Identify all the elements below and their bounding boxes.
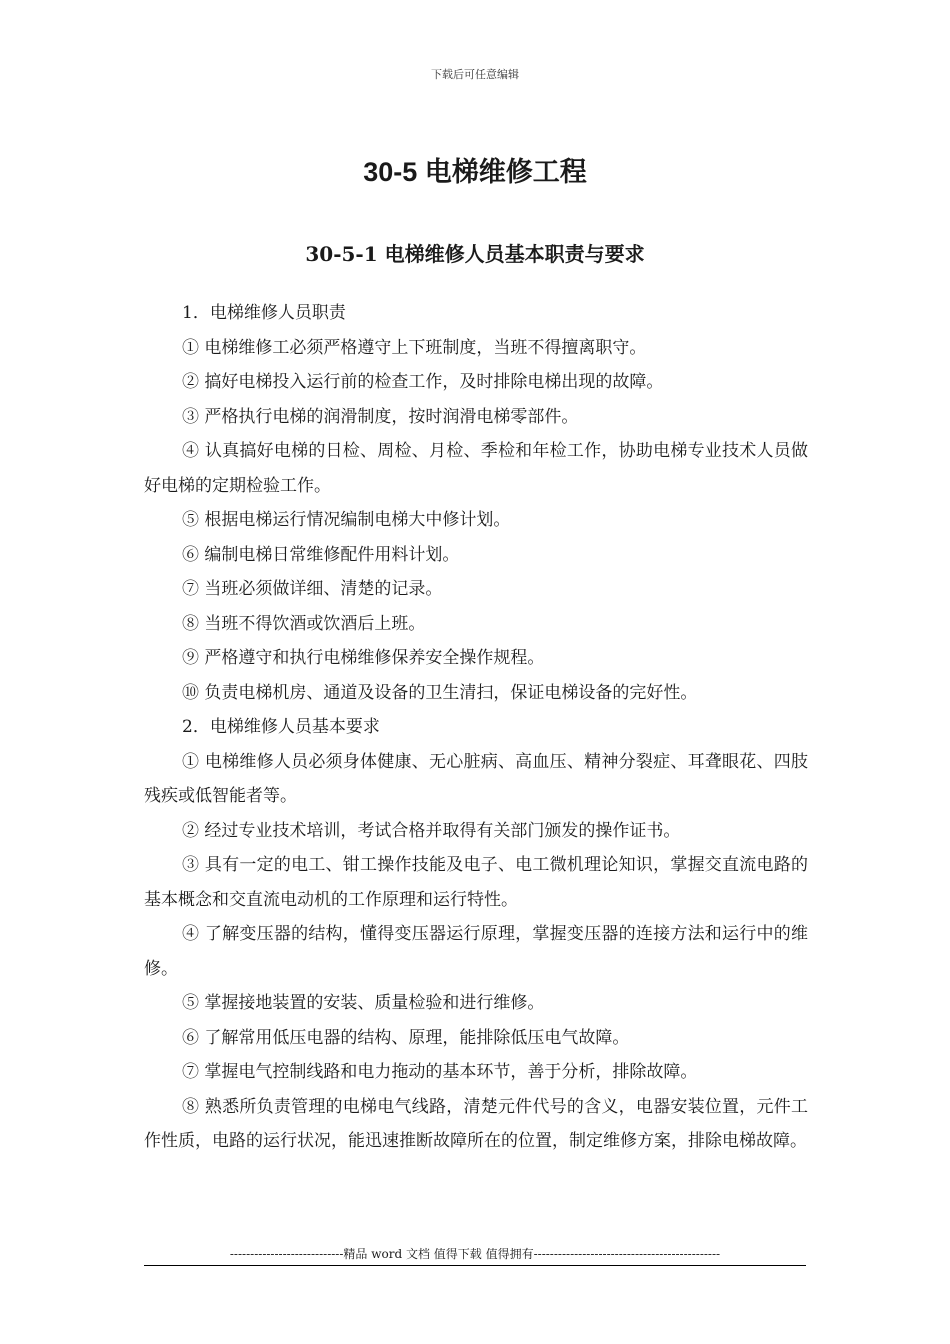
paragraph: ⑧ 当班不得饮酒或饮酒后上班。 <box>182 613 426 634</box>
section-title: 30-5-1 电梯维修人员基本职责与要求 <box>305 242 645 266</box>
header-note: 下载后可任意编辑 <box>431 68 519 81</box>
paragraph: ⑤ 根据电梯运行情况编制电梯大中修计划。 <box>182 510 511 530</box>
paragraph: ③ 具有一定的电工、钳工操作技能及电子、电工微机理论知识，掌握交直流电路的基本概念和交直流电动机的工作原理和运行特性。 <box>144 855 808 910</box>
paragraph: ② 搞好电梯投入运行前的检查工作，及时排除电梯出现的故障。 <box>182 372 664 392</box>
paragraph: ⑨ 严格遵守和执行电梯维修保养安全操作规程。 <box>182 648 545 668</box>
paragraph: ⑧ 熟悉所负责管理的电梯电气线路，清楚元件代号的含义，电器安装位置，元件工作性质，电路的运行状况，能迅速推断故障所在的位置，制定维修方案，排除电梯故障。 <box>144 1096 808 1151</box>
paragraph: ⑥ 了解常用低压电器的结构、原理，能排除低压电气故障。 <box>182 1027 630 1048</box>
paragraph: ⑦ 掌握电气控制线路和电力拖动的基本环节，善于分析，排除故障。 <box>182 1062 698 1082</box>
paragraph: ⑦ 当班必须做详细、清楚的记录。 <box>182 579 443 599</box>
paragraph: ① 电梯维修人员必须身体健康、无心脏病、高血压、精神分裂症、耳聋眼花、四肢残疾或低智能者等。 <box>144 751 808 806</box>
paragraph: ① 电梯维修工必须严格遵守上下班制度，当班不得擅离职守。 <box>182 337 647 358</box>
paragraph: ④ 了解变压器的结构，懂得变压器运行原理，掌握变压器的连接方法和运行中的维修。 <box>144 924 808 979</box>
paragraph: ⑩ 负责电梯机房、通道及设备的卫生清扫，保证电梯设备的完好性。 <box>182 682 698 703</box>
paragraph: 2．电梯维修人员基本要求 <box>182 717 380 737</box>
document-title: 30-5 电梯维修工程 <box>363 157 587 187</box>
footer-note: ----------------------------精品 word 文档 值得下载 值得拥有---------------------------------------------- <box>144 1245 806 1266</box>
paragraph: ⑥ 编制电梯日常维修配件用料计划。 <box>182 544 460 565</box>
paragraph: ⑤ 掌握接地装置的安装、质量检验和进行维修。 <box>182 993 545 1013</box>
paragraph: ③ 严格执行电梯的润滑制度，按时润滑电梯零部件。 <box>182 406 579 427</box>
paragraph: 1．电梯维修人员职责 <box>182 303 346 323</box>
paragraph: ④ 认真搞好电梯的日检、周检、月检、季检和年检工作，协助电梯专业技术人员做好电梯的定期检验工作。 <box>144 441 808 496</box>
document-body <box>144 296 808 1159</box>
paragraph: ② 经过专业技术培训，考试合格并取得有关部门颁发的操作证书。 <box>182 820 681 841</box>
